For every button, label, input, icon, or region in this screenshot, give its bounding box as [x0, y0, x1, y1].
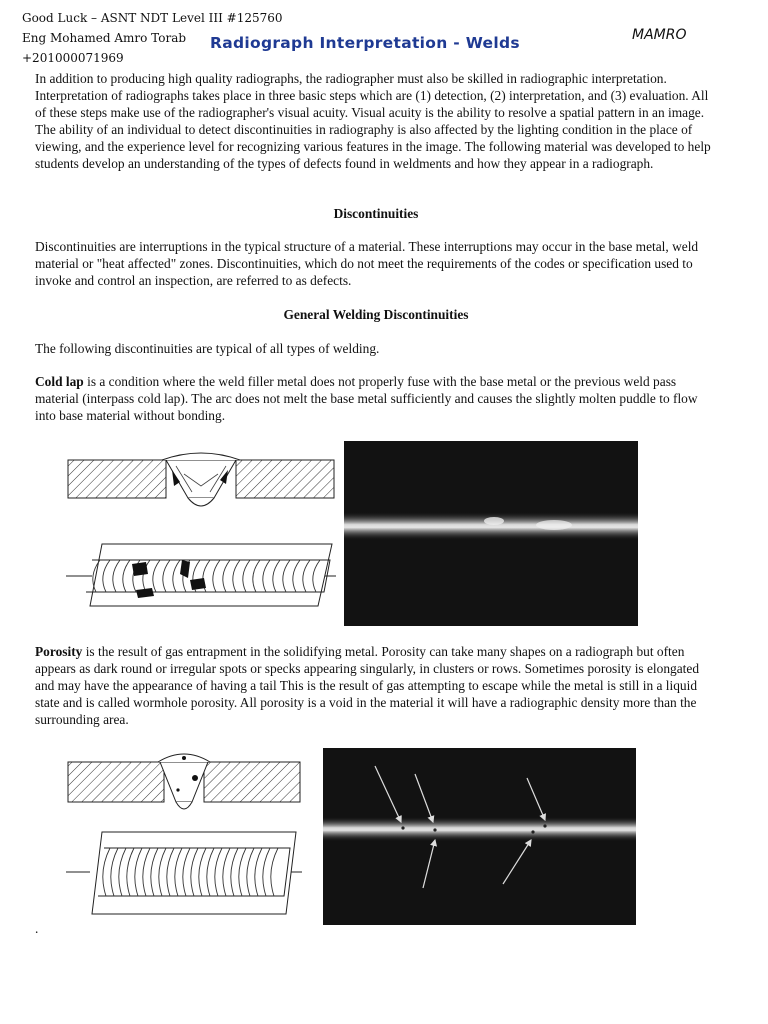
- discontinuities-paragraph: Discontinuities are interruptions in the typical structure of a material. These interruptions may occur in the base metal, weld material or "heat affected" zones. Discontinuities, which do not meet the requirements of the codes or specification used to invoke and control an inspection, are referred to as defects.: [35, 239, 699, 288]
- header-line-2: Eng Mohamed Amro Torab: [22, 31, 187, 45]
- intro-paragraph: In addition to producing high quality radiographs, the radiographer must also be skilled in radiographic interpretation. Interpretation of radiographs takes place in three basic steps which are (1) detection, (2) interpretation, and (3) evaluation. All of these steps make use of the radiographer's visual acuity. Visual acuity is the ability to resolve a spatial pattern in an image. The ability of an individual to detect discontinuities in radiography is also affected by the lighting condition in the place of viewing, and the experience level for recognizing various features in the image. The following material was developed to help students develop an understanding of the types of defects found in weldments and how they appear in a radiograph.: [35, 71, 711, 171]
- cold-lap-text: is a condition where the weld filler metal does not properly fuse with the base metal or the previous weld pass material (interpass cold lap). The arc does not melt the base metal sufficiently and causes the slightly molten puddle to flow into base material without bonding.: [35, 374, 698, 423]
- heading-general-welding: General Welding Discontinuities: [283, 307, 469, 322]
- cold-lap-diagram: [62, 452, 338, 610]
- header-line-1: Good Luck – ASNT NDT Level III #125760: [22, 11, 283, 25]
- cold-lap-paragraph: [35, 373, 717, 424]
- porosity-text: is the result of gas entrapment in the solidifying metal. Porosity can take many shapes on a radiograph but often appears as dark round or irregular spots or specks appearing singularly, in clusters or rows. Sometimes porosity is elongated and may have the appearance of having a tail This is the result of gas attempting to escape while the metal is still in a liquid state and is called wormhole porosity. All porosity is a void in the material it will have a radiographic density more than the surrounding area.: [35, 644, 700, 727]
- author-mark: MAMRO: [632, 27, 687, 43]
- general-paragraph: The following discontinuities are typical of all types of welding.: [35, 341, 380, 356]
- porosity-paragraph: [35, 643, 717, 728]
- porosity-radiograph: [323, 748, 636, 925]
- cold-lap-radiograph: [344, 441, 638, 626]
- page-title: Radiograph Interpretation - Welds: [210, 34, 520, 52]
- header-line-3: +201000071969: [22, 51, 124, 65]
- porosity-term: Porosity: [35, 644, 83, 659]
- cold-lap-term: Cold lap: [35, 374, 84, 389]
- trailing-mark: .: [35, 921, 39, 936]
- porosity-diagram: [64, 750, 304, 920]
- heading-discontinuities: Discontinuities: [333, 206, 419, 221]
